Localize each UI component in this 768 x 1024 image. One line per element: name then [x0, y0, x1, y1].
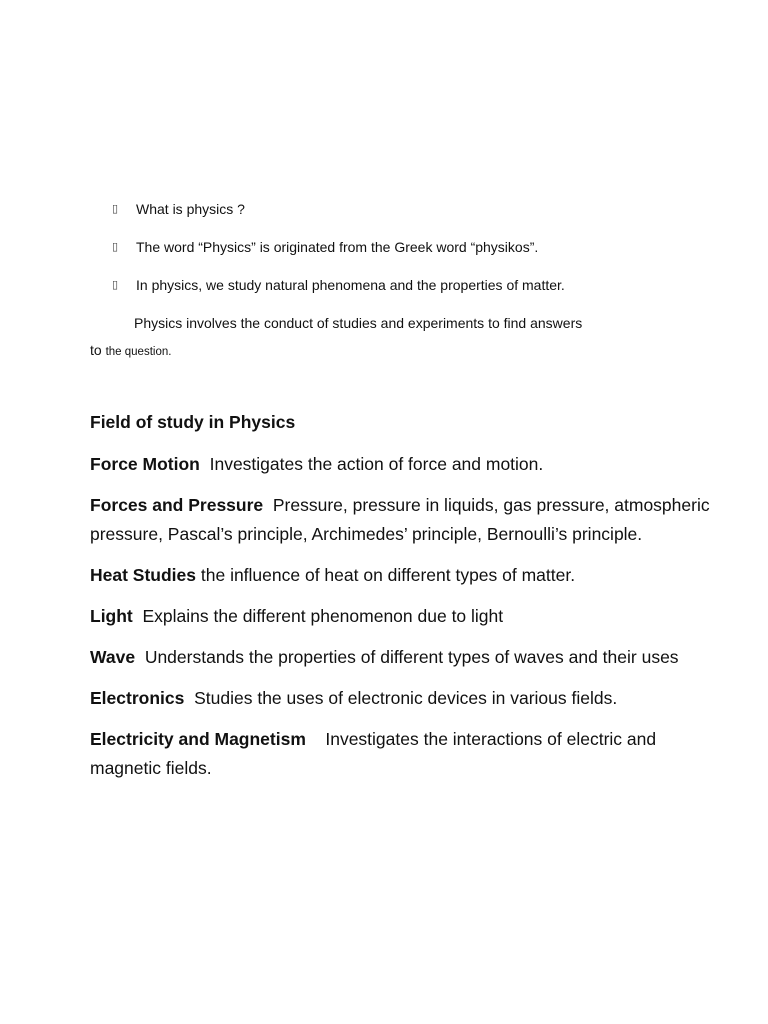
field-description: the influence of heat on different types of matter.: [200, 565, 576, 585]
bullet-text: The word “Physics” is originated from the Greek word “physikos”.: [136, 239, 539, 255]
bullet-glyph-icon: ▯: [112, 203, 119, 215]
field-description: Investigates the interactions of electric and magnetic fields.: [90, 729, 657, 778]
field-term: Forces and Pressure: [90, 495, 264, 515]
field-term: Wave: [90, 647, 136, 667]
intro-line-2-rest: the question.: [105, 346, 172, 358]
intro-line-1: Physics involves the conduct of studies and experiments to find answers: [134, 315, 583, 331]
field-item: [90, 725, 710, 783]
field-description: Understands the properties of different types of waves and their uses: [144, 647, 679, 667]
field-description: Explains the different phenomenon due to light: [142, 606, 504, 626]
field-item: [90, 684, 710, 713]
fields-heading: Field of study in Physics: [90, 412, 296, 432]
field-term: Light: [90, 606, 133, 626]
field-item: [90, 491, 710, 549]
field-term: Electronics: [90, 688, 185, 708]
bullet-item: [112, 200, 732, 219]
bullet-item: [112, 238, 732, 257]
intro-line-2: [90, 341, 730, 362]
bullet-glyph-icon: ▯: [112, 279, 119, 291]
field-description: Pressure, pressure in liquids, gas pressure, atmospheric pressure, Pascal’s principle, Archimedes’ principle, Bernoulli’s principle.: [90, 495, 710, 544]
intro-paragraph: [90, 314, 730, 362]
field-item: [90, 561, 710, 590]
field-term: Force Motion: [90, 454, 200, 474]
field-item: [90, 602, 710, 631]
intro-line-2-word: to: [90, 342, 106, 358]
field-term: Heat Studies: [90, 565, 196, 585]
field-term: Electricity and Magnetism: [90, 729, 306, 749]
intro-bullet-list: [112, 200, 732, 314]
field-description: Investigates the action of force and motion.: [209, 454, 544, 474]
bullet-item: [112, 276, 732, 295]
fields-section: [90, 408, 710, 795]
bullet-text: What is physics ?: [136, 201, 245, 217]
bullet-glyph-icon: ▯: [112, 241, 119, 253]
field-item: [90, 643, 710, 672]
field-item: [90, 450, 710, 479]
bullet-text: In physics, we study natural phenomena and the properties of matter.: [136, 277, 565, 293]
field-description: Studies the uses of electronic devices in various fields.: [194, 688, 618, 708]
